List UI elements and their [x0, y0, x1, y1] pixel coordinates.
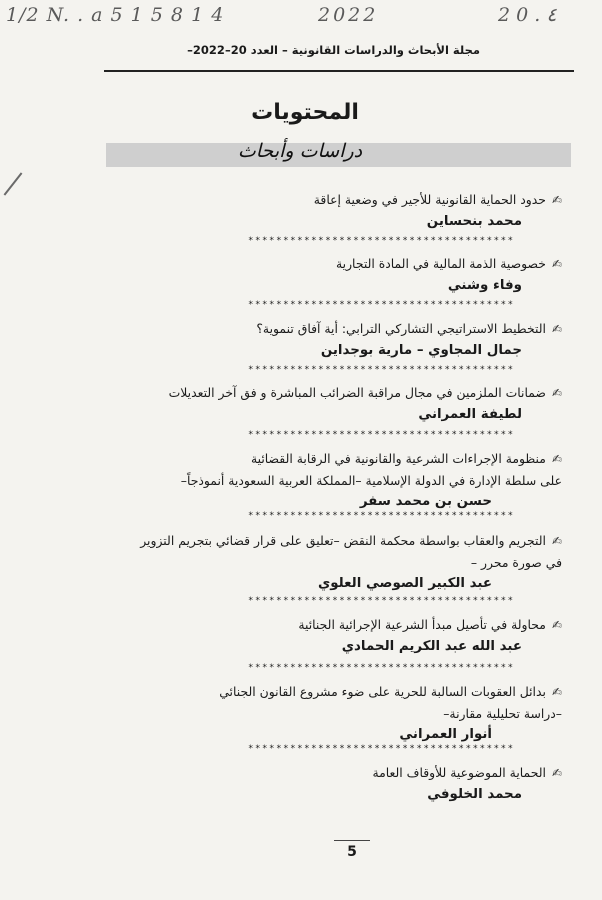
handwritten-year: 2022 [318, 4, 379, 26]
entry-title-text: محاولة في تأصيل مبدأ الشرعية الإجرائية الجنائية [298, 617, 546, 632]
pen-icon: ✍ [551, 766, 562, 780]
entry-title-text: خصوصية الذمة المالية في المادة التجارية [335, 256, 546, 271]
toc-entry [219, 681, 562, 746]
entry-title-text: التخطيط الاستراتيجي التشاركي الترابي: أية آفاق تنموية؟ [256, 321, 546, 336]
entry-title [298, 614, 562, 636]
pen-icon: ✍ [551, 193, 562, 207]
section-label: دراسات وأبحاث [237, 140, 363, 162]
toc-entry [372, 762, 562, 806]
toc-entry [314, 189, 562, 233]
entry-separator: ************************************** [248, 300, 515, 310]
entry-author: أنوار العمراني [399, 727, 492, 742]
entry-title-text: منظومة الإجراءات الشرعية والقانونية في الرقابة القضائية [250, 451, 546, 466]
entry-separator: ************************************** [248, 365, 515, 375]
entry-title [336, 253, 562, 275]
pen-icon: ✍ [551, 452, 562, 466]
toc-entry [140, 530, 562, 595]
pen-icon: ✍ [551, 534, 562, 548]
entry-title [169, 382, 562, 404]
entry-separator: ************************************** [248, 744, 515, 754]
entry-title-text: –دراسة تحليلية مقارنة– [443, 706, 562, 721]
page-title: المحتويات [251, 100, 359, 125]
handwritten-reference: 1/2 N. . a 5 1 5 8 1 4 [6, 4, 225, 26]
entry-separator: ************************************** [248, 511, 515, 521]
entry-title-text: الحماية الموضوعية للأوقاف العامة [372, 765, 546, 780]
toc-entry [181, 448, 562, 513]
toc-entry [256, 318, 562, 362]
entry-title-text: في صورة محرر – [470, 555, 562, 570]
pen-icon: ✍ [551, 257, 562, 271]
entry-author: جمال المجاوي – مارية بوجداين [320, 343, 522, 358]
journal-header: مجلة الأبحاث والدراسات القانونية – العدد 20–2022– [187, 43, 480, 57]
toc-entry [336, 253, 562, 297]
entry-author: لطيفة العمراني [418, 407, 522, 422]
pen-icon: ✍ [551, 685, 562, 699]
entry-separator: ************************************** [248, 596, 515, 606]
entry-separator: ************************************** [248, 663, 515, 673]
entry-title-text: ضمانات الملزمين في مجال مراقبة الضرائب المباشرة و فق آخر التعديلات [168, 385, 546, 400]
entry-title [314, 189, 562, 211]
entry-separator: ************************************** [248, 430, 515, 440]
handwritten-date: 2 0 . ٤ [498, 4, 557, 26]
toc-entry [169, 382, 562, 426]
entry-author: عبد الله عبد الكريم الحمادي [341, 639, 522, 654]
entry-title-text: على سلطة الإدارة في الدولة الإسلامية –المملكة العربية السعودية أنموذجاً– [180, 473, 562, 488]
entry-title-text: حدود الحماية القانونية للأجير في وضعية إعاقة [313, 192, 546, 207]
entry-separator: ************************************** [248, 236, 515, 246]
pen-icon: ✍ [551, 322, 562, 336]
pen-icon: ✍ [551, 618, 562, 632]
entry-author: محمد الخلوفي [427, 787, 522, 802]
entry-title [219, 681, 562, 703]
toc-entry [298, 614, 562, 658]
entry-title [181, 470, 562, 491]
footer-rule [334, 840, 370, 841]
pen-icon: ✍ [551, 386, 562, 400]
entry-author: وفاء وشني [447, 278, 522, 293]
entry-title-text: بدائل العقوبات السالبة للحرية على ضوء مشروع القانون الجنائي [219, 684, 546, 699]
pen-mark [4, 172, 23, 195]
entry-title [181, 448, 562, 470]
entry-title [140, 530, 562, 552]
entry-title-text: التجريم والعقاب بواسطة محكمة النقض –تعليق على قرار قضائي بتجريم التزوير [140, 533, 546, 548]
entry-title [219, 703, 562, 724]
entry-author: حسن بن محمد سفر [359, 494, 492, 509]
entry-title [372, 762, 562, 784]
header-rule [104, 70, 574, 72]
entry-title [256, 318, 562, 340]
entry-title [140, 552, 562, 573]
entry-author: محمد بنحساين [426, 214, 522, 229]
entry-author: عبد الكبير الصوصي العلوي [317, 576, 492, 591]
page-number: 5 [347, 844, 357, 860]
